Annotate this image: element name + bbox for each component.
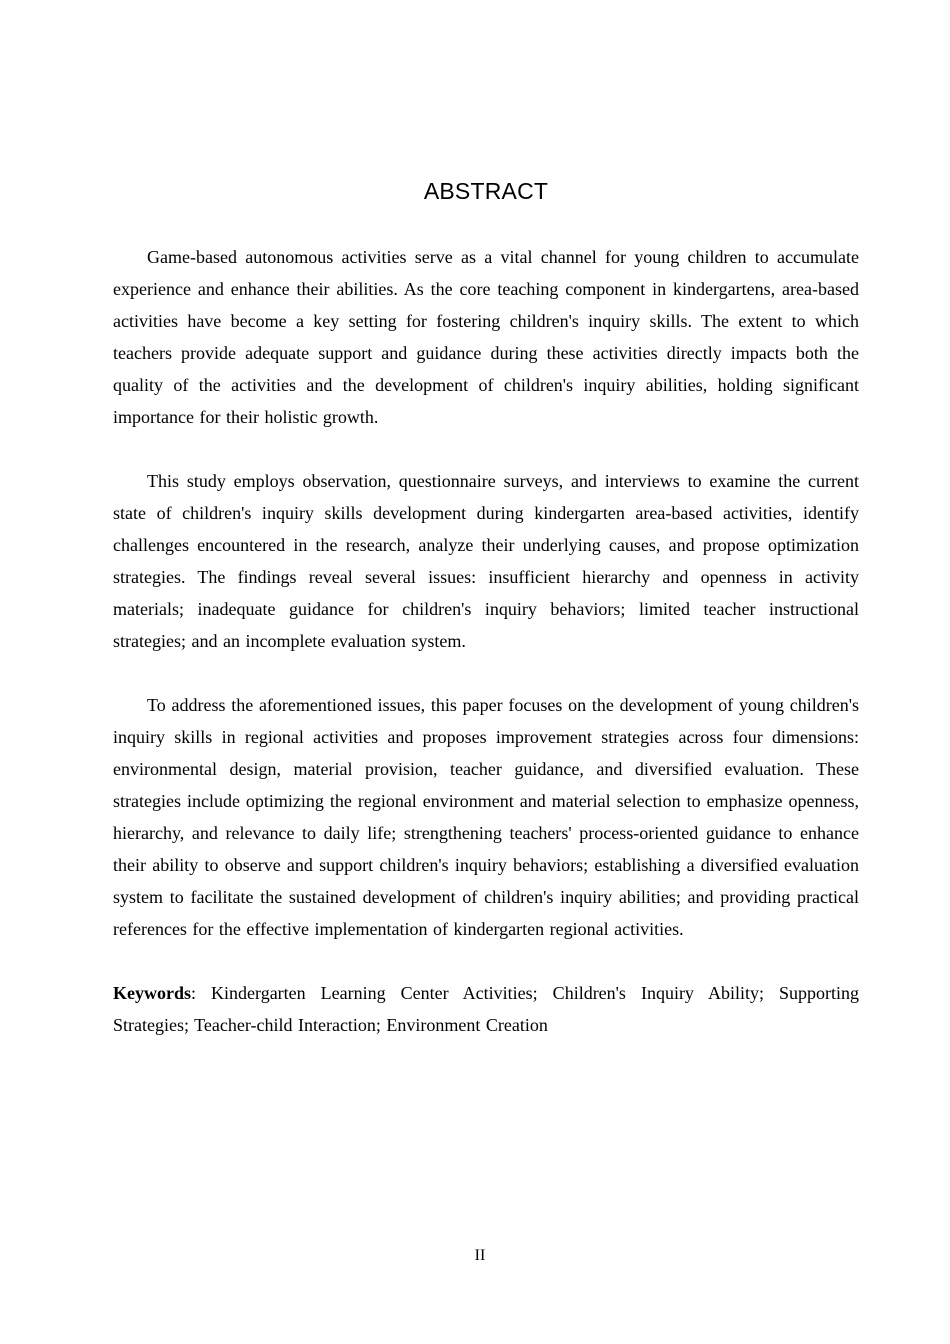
keywords-label: Keywords bbox=[113, 983, 191, 1003]
abstract-paragraph-1: Game-based autonomous activities serve as a vital channel for young children to accumulate experience and enhance their abilities. As the core teaching component in kindergartens, area-based activities have become a key setting for fostering children's inquiry skills. The extent to which teachers provide adequate support and guidance during these activities directly impacts both the quality of the activities and the development of children's inquiry abilities, holding significant importance for their holistic growth. bbox=[113, 247, 859, 427]
page-number: II bbox=[474, 1247, 486, 1264]
paragraph-gap bbox=[113, 945, 859, 977]
keywords-text: Kindergarten Learning Center Activities; Children's Inquiry Ability; Supporting Strategies; Teacher-child Interaction; Environment Creation bbox=[113, 983, 859, 1035]
keywords-line bbox=[113, 977, 859, 1041]
abstract-paragraph-3: To address the aforementioned issues, this paper focuses on the development of young children's inquiry skills in regional activities and proposes improvement strategies across four dimensions: environmental design, material provision, teacher guidance, and diversified evaluation. These strategies include optimizing the regional environment and material selection to emphasize openness, hierarchy, and relevance to daily life; strengthening teachers' process-oriented guidance to enhance their ability to observe and support children's inquiry behaviors; establishing a diversified evaluation system to facilitate the sustained development of children's inquiry abilities; and providing practical references for the effective implementation of kindergarten regional activities. bbox=[113, 695, 859, 939]
keywords-separator: : bbox=[191, 983, 212, 1003]
paragraph-gap bbox=[113, 657, 859, 689]
abstract-title: ABSTRACT bbox=[423, 178, 549, 204]
paragraph-gap bbox=[113, 433, 859, 465]
abstract-paragraph-2: This study employs observation, questionnaire surveys, and interviews to examine the current state of children's inquiry skills development during kindergarten area-based activities, identify challenges encountered in the research, analyze their underlying causes, and propose optimization strategies. The findings reveal several issues: insufficient hierarchy and openness in activity materials; inadequate guidance for children's inquiry behaviors; limited teacher instructional strategies; and an incomplete evaluation system. bbox=[113, 471, 859, 651]
abstract-body bbox=[113, 241, 859, 1041]
